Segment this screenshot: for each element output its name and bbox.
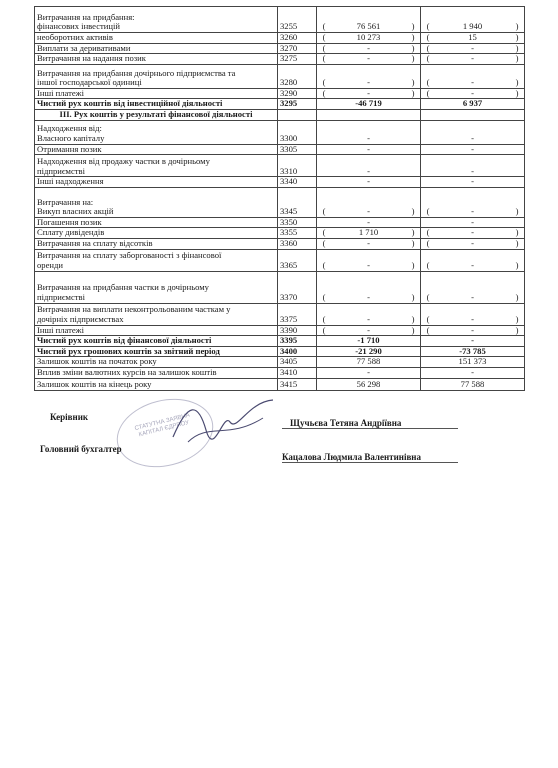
current-period-value [317,54,421,65]
row-label-line: Витрачання на надання позик [37,53,146,64]
row-label-line: Сплату дивідендів [37,227,105,238]
previous-period-value [421,271,525,303]
close-paren: ) [515,53,519,64]
current-period-value [317,271,421,303]
previous-period-value [421,217,525,228]
value-text: 151 373 [458,356,487,367]
table-row [35,357,525,368]
open-paren: ( [426,313,430,324]
close-paren: ) [515,291,519,302]
close-paren: ) [411,238,415,248]
open-paren: ( [426,88,430,98]
close-paren: ) [515,77,519,88]
open-paren: ( [322,325,326,335]
table-row [35,367,525,378]
close-paren: ) [411,206,415,217]
value-text: - [367,43,370,53]
row-code: 3395 [278,336,317,347]
open-paren: ( [322,53,326,64]
value-text: - [367,77,370,88]
open-paren: ( [322,206,326,217]
close-paren: ) [515,88,519,98]
previous-period-value [421,144,525,155]
value-text: - [367,176,370,187]
current-period-value [317,228,421,239]
row-label-line: Викуп власних акцій [37,206,114,217]
head-title: Керівник [50,412,89,422]
current-period-value [317,249,421,271]
table-row [35,249,525,271]
row-label-line: Витрачання на придбання: [37,11,135,22]
close-paren: ) [515,21,519,32]
value-text: 15 [468,32,477,42]
row-label-line: іншої господарської одиниці [37,77,142,88]
previous-period-value [421,64,525,88]
value-text: 77 588 [356,356,381,367]
row-label [35,238,278,249]
open-paren: ( [322,227,326,238]
current-period-value [317,64,421,88]
table-row [35,54,525,65]
open-paren: ( [322,291,326,302]
row-code: 3360 [278,238,317,249]
value-text: - [367,144,370,154]
previous-period-value [421,336,525,347]
row-label [35,64,278,88]
row-label [35,54,278,65]
close-paren: ) [411,43,415,53]
row-label [35,367,278,378]
current-period-value [317,303,421,325]
director-signature [168,392,278,452]
value-text: - [471,88,474,98]
previous-period-value [421,378,525,390]
current-period-value [317,187,421,217]
row-label-line: Чистий рух коштів від фінансової діяльності [37,335,212,346]
table-row [35,120,525,144]
value-text: - [471,259,474,270]
open-paren: ( [426,21,430,32]
open-paren: ( [426,259,430,270]
total-row [35,346,525,357]
row-label-line: Інші платежі [37,325,84,335]
row-label [35,109,278,120]
value-text: - [471,217,474,227]
table-row [35,43,525,54]
value-text: - [471,313,474,324]
value-text: - [367,88,370,98]
value-text: - [367,206,370,217]
row-code: 3295 [278,99,317,110]
row-code: 3280 [278,64,317,88]
close-paren: ) [411,325,415,335]
accountant-title: Головний бухгалтер [40,444,122,454]
row-label-line: Надходження від продажу частки в дочірньому [37,155,210,166]
value-text: - [471,53,474,64]
row-code: 3270 [278,43,317,54]
row-label-line: фінансових інвестицій [37,21,120,32]
current-period-value [317,357,421,368]
current-period-value [317,325,421,336]
row-code: 3410 [278,367,317,378]
row-label-line: підприємстві [37,165,85,176]
previous-period-value [421,249,525,271]
row-label-line: Інші платежі [37,88,84,98]
row-code: 3275 [278,54,317,65]
value-text: 56 298 [356,378,381,389]
close-paren: ) [515,43,519,53]
row-label [35,144,278,155]
table-row [35,88,525,99]
head-signature-line [282,428,458,429]
row-label-line: Витрачання на сплату заборгованості з фінансової [37,250,222,261]
row-label [35,99,278,110]
value-text: -46 719 [355,98,382,109]
row-code: 3305 [278,144,317,155]
value-text: - [471,325,474,335]
close-paren: ) [411,53,415,64]
value-text: - [367,259,370,270]
row-label-line: Отримання позик [37,144,102,154]
value-text: -73 785 [459,346,486,356]
row-label-line: Власного капіталу [37,132,105,143]
previous-period-value [421,7,525,33]
current-period-value [317,155,421,177]
row-code: 3405 [278,357,317,368]
row-label [35,249,278,271]
value-text: -21 290 [355,346,382,356]
open-paren: ( [426,53,430,64]
close-paren: ) [515,238,519,248]
row-code: 3260 [278,33,317,44]
row-code: 3400 [278,346,317,357]
table-row [35,228,525,239]
value-text: - [471,291,474,302]
cash-flow-sheet [34,6,524,391]
accountant-signature-line [282,462,458,463]
row-label-line: Вплив зміни валютних курсів на залишок коштів [37,367,217,377]
row-code: 3415 [278,378,317,390]
previous-period-value [421,357,525,368]
value-text: - [367,53,370,64]
value-text: 76 561 [356,21,381,32]
previous-period-value [421,187,525,217]
row-label [35,177,278,188]
previous-period-value [421,88,525,99]
value-text: - [367,238,370,248]
cash-flow-table-body [35,7,525,391]
value-text: 10 273 [356,32,381,42]
value-text: - [367,132,370,143]
row-code: 3355 [278,228,317,239]
total-row [35,336,525,347]
table-row [35,238,525,249]
row-label-line: Залишок коштів на кінець року [37,378,152,389]
open-paren: ( [322,77,326,88]
row-code: 3290 [278,88,317,99]
open-paren: ( [426,325,430,335]
close-paren: ) [515,32,519,42]
value-text: - [471,165,474,176]
current-period-value [317,109,421,120]
table-row [35,325,525,336]
open-paren: ( [322,88,326,98]
table-row [35,144,525,155]
open-paren: ( [426,206,430,217]
row-label-line: підприємстві [37,291,85,302]
row-label-line: необоротних активів [37,32,113,42]
row-label [35,303,278,325]
value-text: - [471,238,474,248]
value-text: 6 937 [462,98,483,109]
value-text: - [471,335,474,346]
close-paren: ) [411,291,415,302]
row-label [35,33,278,44]
row-code: 3375 [278,303,317,325]
row-label [35,43,278,54]
row-label [35,271,278,303]
row-code: 3255 [278,7,317,33]
open-paren: ( [322,313,326,324]
stamp-text: СТАТУТНА ЗАЯВНА КАПІТАЛ ЄДРПОУ [134,412,191,439]
row-label [35,378,278,390]
open-paren: ( [426,77,430,88]
current-period-value [317,238,421,249]
close-paren: ) [411,21,415,32]
row-label [35,187,278,217]
row-label-line: Витрачання на виплати неконтрольованим часткам у [37,304,231,315]
open-paren: ( [426,227,430,238]
open-paren: ( [322,32,326,42]
value-text: - [367,291,370,302]
open-paren: ( [322,43,326,53]
table-row [35,177,525,188]
previous-period-value [421,325,525,336]
previous-period-value [421,99,525,110]
row-label [35,155,278,177]
table-row [35,64,525,88]
current-period-value [317,7,421,33]
previous-period-value [421,43,525,54]
row-label-line: оренди [37,259,63,270]
table-row [35,303,525,325]
row-label-line: Чистий рух коштів від інвестиційної діяльності [37,98,223,109]
table-row [35,7,525,33]
row-code [278,109,317,120]
open-paren: ( [426,238,430,248]
value-text: -1 710 [357,335,380,346]
open-paren: ( [426,43,430,53]
row-label-line: дочірніх підприємствах [37,313,124,324]
row-code: 3390 [278,325,317,336]
previous-period-value [421,33,525,44]
row-label [35,7,278,33]
row-label [35,120,278,144]
row-label [35,88,278,99]
row-code: 3365 [278,249,317,271]
value-text: - [367,217,370,227]
row-label-line: Інші надходження [37,176,104,187]
value-text: - [471,206,474,217]
row-label [35,217,278,228]
previous-period-value [421,177,525,188]
current-period-value [317,144,421,155]
current-period-value [317,346,421,357]
close-paren: ) [515,206,519,217]
previous-period-value [421,120,525,144]
value-text: - [471,144,474,154]
row-label-line: Погашення позик [37,217,102,227]
table-row [35,271,525,303]
value-text: - [471,227,474,238]
value-text: - [471,367,474,377]
value-text: - [367,367,370,377]
value-text: - [367,165,370,176]
row-label-line: Витрачання на придбання дочірнього підприємства та [37,67,236,78]
current-period-value [317,120,421,144]
value-text: 1 940 [462,21,483,32]
table-row [35,217,525,228]
current-period-value [317,43,421,54]
row-label-line: Витрачання на сплату відсотків [37,238,153,248]
previous-period-value [421,54,525,65]
current-period-value [317,367,421,378]
close-paren: ) [515,313,519,324]
current-period-value [317,99,421,110]
current-period-value [317,33,421,44]
current-period-value [317,217,421,228]
row-label-line: III. Рух коштів у результаті фінансової діяльності [59,109,253,119]
row-label [35,357,278,368]
row-label-line: Витрачання на: [37,196,94,207]
row-code: 3310 [278,155,317,177]
previous-period-value [421,228,525,239]
row-label [35,336,278,347]
row-label [35,346,278,357]
head-name: Щучьєва Тетяна Андріївна [290,418,402,428]
previous-period-value [421,155,525,177]
row-label-line: Витрачання на придбання частки в дочірньому [37,282,209,293]
close-paren: ) [411,77,415,88]
open-paren: ( [322,238,326,248]
value-text: 77 588 [460,378,485,389]
value-text: - [471,132,474,143]
open-paren: ( [322,259,326,270]
previous-period-value [421,238,525,249]
previous-period-value [421,303,525,325]
value-text: 1 710 [358,227,379,238]
current-period-value [317,336,421,347]
previous-period-value [421,367,525,378]
row-label [35,325,278,336]
close-paren: ) [515,325,519,335]
value-text: - [471,43,474,53]
close-paren: ) [411,313,415,324]
table-row [35,33,525,44]
current-period-value [317,88,421,99]
previous-period-value [421,346,525,357]
current-period-value [317,177,421,188]
current-period-value [317,378,421,390]
open-paren: ( [322,21,326,32]
open-paren: ( [426,291,430,302]
value-text: - [471,176,474,187]
row-label-line: Залишок коштів на початок року [37,356,157,367]
row-label-line: Виплати за деривативами [37,43,131,53]
close-paren: ) [411,227,415,238]
value-text: - [367,313,370,324]
row-code: 3340 [278,177,317,188]
table-row [35,187,525,217]
close-paren: ) [515,259,519,270]
total-row [35,99,525,110]
cash-flow-table [34,6,525,391]
previous-period-value [421,109,525,120]
row-code: 3345 [278,187,317,217]
row-code: 3350 [278,217,317,228]
close-paren: ) [411,88,415,98]
row-label [35,228,278,239]
close-paren: ) [411,32,415,42]
row-label-line: Надходження від: [37,123,102,134]
close-paren: ) [515,227,519,238]
row-code: 3300 [278,120,317,144]
table-row [35,378,525,390]
value-text: - [367,325,370,335]
row-label-line: Чистий рух грошових коштів за звітний період [37,346,220,356]
row-code: 3370 [278,271,317,303]
open-paren: ( [426,32,430,42]
close-paren: ) [411,259,415,270]
table-row [35,155,525,177]
accountant-name: Кацалова Людмила Валентинівна [282,452,421,462]
value-text: - [471,77,474,88]
section-header-row [35,109,525,120]
